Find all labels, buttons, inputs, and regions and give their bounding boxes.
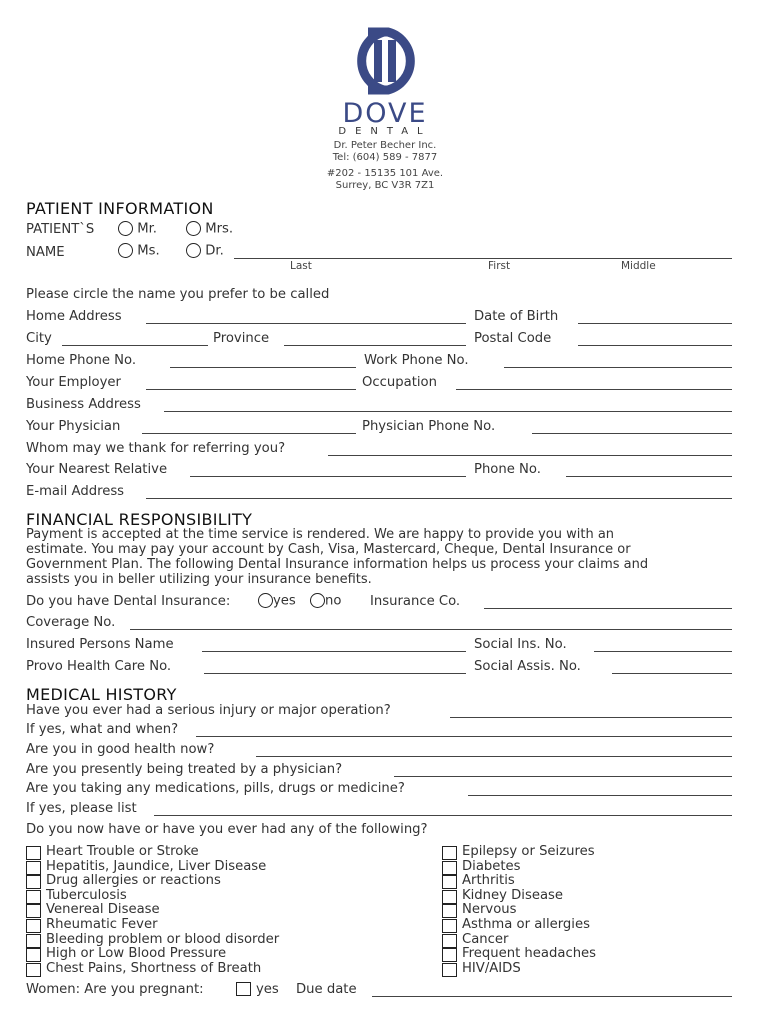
home-address-label: Home Address	[26, 309, 122, 324]
pregnant-yes-checkbox[interactable]	[236, 982, 251, 996]
business-address-label: Business Address	[26, 397, 141, 412]
condition-label-right-2: Diabetes	[462, 858, 521, 874]
condition-checkbox-left-9[interactable]	[26, 963, 41, 977]
financial-para-line3: Government Plan. The following Dental Insurance information helps us process your claims and	[26, 557, 649, 572]
email-label: E-mail Address	[26, 484, 125, 499]
postal-code-field[interactable]	[578, 345, 732, 346]
insured-name-label: Insured Persons Name	[26, 637, 174, 652]
condition-label-right-6: Asthma or allergies	[462, 917, 590, 932]
insurance-no-option[interactable]	[310, 593, 341, 609]
health-care-label: Provo Health Care No.	[26, 659, 172, 674]
physician-treatment-question: Are you presently being treated by a physician?	[26, 762, 343, 777]
email-field[interactable]	[146, 498, 732, 499]
patient-info-heading: PATIENT INFORMATION	[26, 199, 214, 218]
circle-name-instruction: Please circle the name you prefer to be called	[26, 287, 330, 302]
social-assis-field[interactable]	[612, 673, 732, 674]
last-name-caption: Last	[290, 260, 312, 272]
condition-checkbox-left-7[interactable]	[26, 934, 41, 948]
condition-checkbox-right-9[interactable]	[442, 963, 457, 977]
social-ins-label: Social Ins. No.	[474, 637, 567, 652]
insurance-co-label: Insurance Co.	[370, 594, 461, 609]
city-field[interactable]	[62, 345, 208, 346]
condition-label-right-1: Epilepsy or Seizures	[462, 844, 595, 859]
social-ins-field[interactable]	[594, 651, 732, 652]
occupation-field[interactable]	[456, 389, 732, 390]
title-ms-option[interactable]	[118, 243, 160, 259]
title-mrs-option[interactable]	[186, 221, 233, 237]
medications-list-field[interactable]	[154, 815, 732, 816]
condition-checkbox-left-8[interactable]	[26, 948, 41, 962]
condition-checkbox-left-1[interactable]	[26, 846, 41, 860]
clinic-address-line1: #202 - 15135 101 Ave.	[326, 168, 444, 179]
condition-checkbox-right-4[interactable]	[442, 890, 457, 904]
name-label: NAME	[26, 245, 65, 260]
home-phone-field[interactable]	[170, 367, 356, 368]
referral-field[interactable]	[328, 455, 732, 456]
condition-label-right-4: Kidney Disease	[462, 887, 564, 903]
insurance-yes-label: yes	[273, 593, 296, 609]
physician-treatment-field[interactable]	[394, 776, 732, 777]
mrs-label: Mrs.	[205, 221, 234, 237]
condition-checkbox-left-3[interactable]	[26, 875, 41, 889]
condition-checkbox-right-6[interactable]	[442, 919, 457, 933]
pregnant-yes-label: yes	[256, 982, 279, 997]
condition-label-left-7: Bleeding problem or blood disorder	[46, 931, 280, 947]
clinic-address-line2: Surrey, BC V3R 7Z1	[335, 180, 435, 191]
social-assis-label: Social Assis. No.	[474, 659, 581, 674]
province-field[interactable]	[284, 345, 466, 346]
condition-label-left-5: Venereal Disease	[46, 902, 160, 918]
doctor-name: Dr. Peter Becher Inc.	[333, 140, 437, 151]
pregnant-question: Women: Are you pregnant:	[26, 982, 204, 997]
date-of-birth-field[interactable]	[578, 323, 732, 324]
business-address-field[interactable]	[164, 411, 732, 412]
mrs-radio[interactable]	[186, 221, 201, 236]
due-date-label: Due date	[296, 982, 357, 997]
city-label: City	[26, 331, 52, 346]
dr-label: Dr.	[205, 243, 224, 259]
date-of-birth-label: Date of Birth	[474, 309, 559, 324]
patients-label: PATIENT`S	[26, 222, 95, 237]
physician-label: Your Physician	[26, 419, 121, 434]
ms-label: Ms.	[137, 243, 160, 259]
condition-label-left-1: Heart Trouble or Stroke	[46, 844, 199, 859]
good-health-question: Are you in good health now?	[26, 742, 215, 757]
injury-when-field[interactable]	[196, 736, 732, 737]
condition-checkbox-right-1[interactable]	[442, 846, 457, 860]
coverage-no-field[interactable]	[130, 629, 732, 630]
dental-insurance-question: Do you have Dental Insurance:	[26, 594, 231, 609]
nearest-relative-field[interactable]	[190, 476, 466, 477]
employer-field[interactable]	[146, 389, 356, 390]
condition-checkbox-left-2[interactable]	[26, 861, 41, 875]
work-phone-label: Work Phone No.	[364, 353, 469, 368]
relative-phone-label: Phone No.	[474, 462, 541, 477]
financial-para-line2: estimate. You may pay your account by Cash, Visa, Mastercard, Cheque, Dental Insurance or	[26, 542, 631, 557]
condition-label-right-3: Arthritis	[462, 873, 515, 889]
insurance-no-radio[interactable]	[310, 593, 325, 608]
medications-field[interactable]	[468, 795, 732, 796]
medical-history-heading: MEDICAL HISTORY	[26, 685, 177, 704]
nearest-relative-label: Your Nearest Relative	[26, 462, 168, 477]
physician-field[interactable]	[142, 433, 356, 434]
work-phone-field[interactable]	[504, 367, 732, 368]
health-care-field[interactable]	[204, 673, 466, 674]
financial-para-line1: Payment is accepted at the time service is rendered. We are happy to provide you with an	[26, 527, 615, 542]
condition-label-left-3: Drug allergies or reactions	[46, 873, 221, 889]
injury-when-question: If yes, what and when?	[26, 722, 179, 737]
employer-label: Your Employer	[26, 375, 121, 390]
due-date-field[interactable]	[372, 996, 732, 997]
postal-code-label: Postal Code	[474, 331, 552, 346]
condition-label-left-8: High or Low Blood Pressure	[46, 946, 227, 962]
condition-checkbox-left-4[interactable]	[26, 890, 41, 904]
first-name-caption: First	[488, 260, 511, 272]
condition-label-right-9: HIV/AIDS	[462, 960, 521, 976]
condition-checkbox-right-3[interactable]	[442, 875, 457, 889]
condition-checkbox-right-5[interactable]	[442, 904, 457, 918]
insured-name-field[interactable]	[202, 651, 466, 652]
condition-checkbox-left-6[interactable]	[26, 919, 41, 933]
condition-label-left-2: Hepatitis, Jaundice, Liver Disease	[46, 858, 267, 874]
condition-label-left-6: Rheumatic Fever	[46, 917, 158, 932]
injury-question: Have you ever had a serious injury or major operation?	[26, 703, 391, 718]
insurance-yes-radio[interactable]	[258, 593, 273, 608]
ms-radio[interactable]	[118, 243, 133, 258]
medications-question: Are you taking any medications, pills, drugs or medicine?	[26, 781, 405, 796]
coverage-no-label: Coverage No.	[26, 615, 116, 630]
good-health-field[interactable]	[256, 756, 732, 757]
physician-phone-label: Physician Phone No.	[362, 419, 496, 434]
insurance-no-label: no	[325, 593, 342, 609]
middle-name-caption: Middle	[621, 260, 656, 272]
conditions-question: Do you now have or have you ever had any of the following?	[26, 822, 428, 837]
condition-checkbox-right-2[interactable]	[442, 861, 457, 875]
condition-checkbox-right-7[interactable]	[442, 934, 457, 948]
mr-radio[interactable]	[118, 221, 133, 236]
occupation-label: Occupation	[362, 375, 437, 390]
condition-label-left-9: Chest Pains, Shortness of Breath	[46, 960, 262, 976]
title-mr-option[interactable]	[118, 221, 157, 237]
condition-label-left-4: Tuberculosis	[46, 887, 127, 903]
brand-sub: DENTAL	[338, 126, 432, 137]
title-dr-option[interactable]	[186, 243, 224, 259]
clinic-phone: Tel: (604) 589 - 7877	[332, 152, 438, 163]
condition-label-right-8: Frequent headaches	[462, 946, 597, 962]
condition-checkbox-right-8[interactable]	[442, 948, 457, 962]
financial-heading: FINANCIAL RESPONSIBILITY	[26, 510, 253, 529]
logo-mark-icon	[330, 26, 442, 96]
dr-radio[interactable]	[186, 243, 201, 258]
injury-answer-field[interactable]	[450, 717, 732, 718]
condition-checkbox-left-5[interactable]	[26, 904, 41, 918]
referral-label: Whom may we thank for referring you?	[26, 441, 286, 456]
home-address-field[interactable]	[146, 323, 466, 324]
physician-phone-field[interactable]	[532, 433, 732, 434]
full-name-field[interactable]	[234, 258, 732, 259]
home-phone-label: Home Phone No.	[26, 353, 137, 368]
insurance-yes-option[interactable]	[258, 593, 296, 609]
relative-phone-field[interactable]	[566, 476, 732, 477]
insurance-co-field[interactable]	[484, 608, 732, 609]
medications-list-question: If yes, please list	[26, 801, 137, 816]
condition-label-right-7: Cancer	[462, 931, 509, 947]
province-label: Province	[213, 331, 270, 346]
mr-label: Mr.	[137, 221, 157, 237]
condition-label-right-5: Nervous	[462, 902, 517, 918]
financial-para-line4: assists you in beller utilizing your insurance benefits.	[26, 572, 372, 587]
brand-name: DOVE	[342, 98, 428, 129]
